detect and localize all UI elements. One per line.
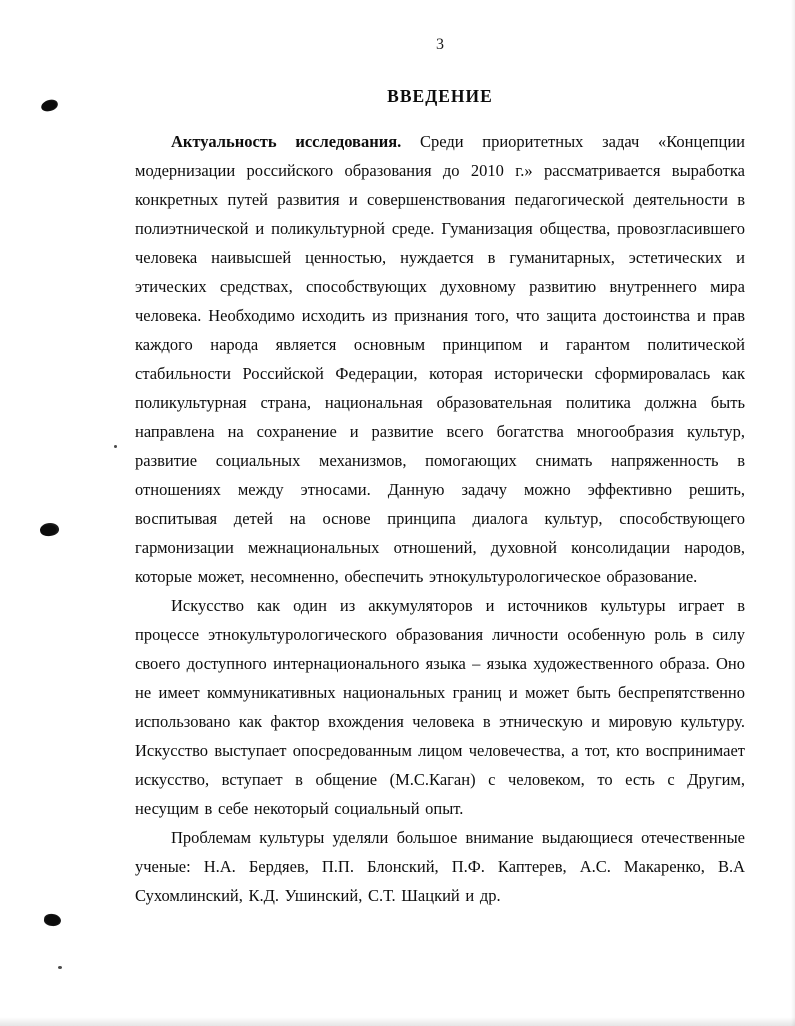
scan-edge-right (791, 0, 795, 1026)
paragraph-3 (135, 823, 745, 910)
paragraph-2-text: Искусство как один из аккумуляторов и источников культуры играет в процессе этнокультурологического образования личности особенную роль в силу своего доступного интернационального языка – языка художественного образа. Оно не имеет коммуникативных национальных границ и может быть беспрепятственно использовано как фактор вхождения человека в этническую и мировую культуру. Искусство выступает опосредованным лицом человечества, а тот, кто воспринимает искусство, вступает в общение (М.С.Каган) с человеком, то есть с Другим, несущим в себе некоторый социальный опыт. (135, 596, 745, 818)
paragraph-3-text: Проблемам культуры уделяли большое внимание выдающиеся отечественные ученые: Н.А. Бердяев, П.П. Блонский, П.Ф. Каптерев, А.С. Макаренко, В.А Сухомлинский, К.Д. Ушинский, С.Т. Шацкий и др. (135, 828, 745, 905)
document-body (135, 127, 745, 910)
scan-blot-bottom-left-icon (43, 913, 61, 927)
paragraph-1-lead: Актуальность исследования. (171, 132, 402, 151)
section-title: ВВЕДЕНИЕ (387, 86, 493, 106)
scan-edge-bottom (0, 1017, 795, 1026)
speck-bottom-left (58, 966, 62, 969)
page-number: 3 (436, 36, 444, 53)
paragraph-2 (135, 591, 745, 823)
paragraph-1-text: Среди приоритетных задач «Концепции модернизации российского образования до 2010 г.» рассматривается выработка конкретных путей развития и совершенствования педагогической деятельности в полиэтнической и поликультурной среде. Гуманизация общества, провозгласившего человека наивысшей ценностью, нуждается в гуманитарных, эстетических и этических средствах, способствующих духовному развитию внутреннего мира человека. Необходимо исходить из признания того, что защита достоинства и прав каждого народа является основным принципом и гарантом политической стабильности Российской Федерации, которая исторически сформировалась как поликультурная страна, национальная образовательная политика должна быть направлена на сохранение и развитие всего богатства многообразия культур, развитие социальных механизмов, помогающих снимать напряженность в отношениях между этносами. Данную задачу можно эффективно решить, воспитывая детей на основе принципа диалога культур, способствующего гармонизации межнациональных отношений, духовной консолидации народов, которые может, несомненно, обеспечить этнокультурологическое образование. (135, 132, 745, 586)
scan-blot-top-left-icon (40, 98, 59, 113)
scan-blot-middle-left-icon (39, 522, 60, 538)
speck-left-margin (114, 445, 117, 448)
paragraph-1 (135, 127, 745, 591)
